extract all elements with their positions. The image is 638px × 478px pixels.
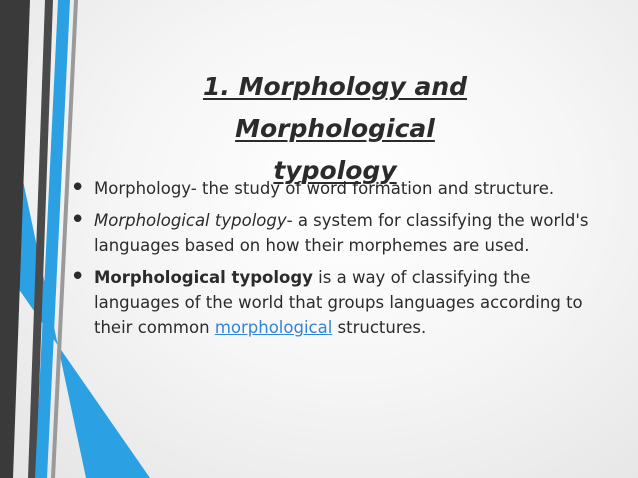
bullet-list [70,173,615,347]
bullet-2-term: Morphological typology [94,211,287,230]
slide-title [100,66,570,192]
bullet-item-2 [70,205,615,258]
bullet-3-text-after-link: structures. [332,318,427,337]
bullet-3-text-before-link: is a way of classifying the languages of the world that groups languages according to their common [94,268,583,337]
bullet-1-term: Morphology [94,179,191,198]
title-line-1: 1. Morphology and Morphological [202,72,468,143]
bullet-3-term: Morphological typology [94,268,313,287]
bullet-2-text: - a system for classifying the world's languages based on how their morphemes are used. [94,211,589,255]
bullet-item-1 [70,173,615,203]
bullet-1-text: - the study of word formation and structure. [190,179,555,198]
bullet-dot-icon: • [70,173,86,203]
title-line-2: typology [273,156,397,185]
bullet-item-3 [70,262,615,340]
bullet-dot-icon: • [70,205,86,235]
morphological-link[interactable]: morphological [214,318,333,337]
bullet-dot-icon: • [70,262,86,292]
